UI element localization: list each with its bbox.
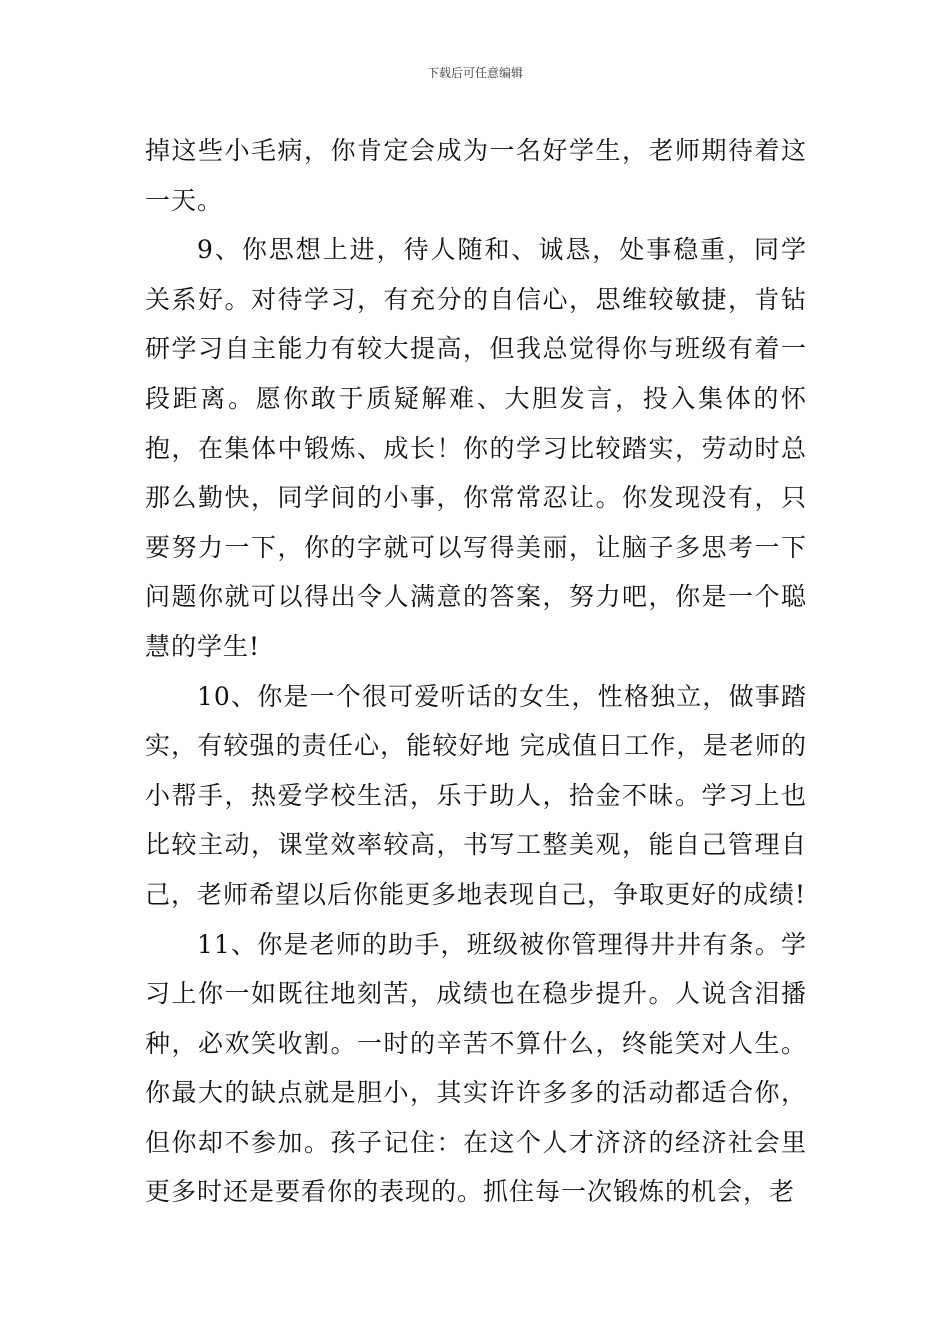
- paragraph-comment-10: 10、你是一个很可爱听话的女生，性格独立，做事踏实，有较强的责任心，能较好地 完成值日工作，是老师的小帮手，热爱学校生活，乐于助人，拾金不昧。学习上也比较主动，课堂效率较高，书写工整美观，能自己管理自己，老师希望以后你能更多地表现自己，争取更好的成绩!: [145, 681, 807, 909]
- paragraph-comment-11: 11、你是老师的助手，班级被你管理得井井有条。学习上你一如既往地刻苦，成绩也在稳步提升。人说含泪播种，必欢笑收割。一时的辛苦不算什么，终能笑对人生。你最大的缺点就是胆小，其实许许多多的活动都适合你，但你却不参加。孩子记住：在这个人才济济的经济社会里更多时还是要看你的表现的。抓住每一次锻炼的机会，老: [145, 929, 807, 1207]
- paragraph-comment-9: 9、你思想上进，待人随和、诚恳，处事稳重，同学关系好。对待学习，有充分的自信心，思维较敏捷，肯钻研学习自主能力有较大提高，但我总觉得你与班级有着一段距离。愿你敢于质疑解难、大胆发言，投入集体的怀抱，在集体中锻炼、成长！你的学习比较踏实，劳动时总那么勤快，同学间的小事，你常常忍让。你发现没有，只要努力一下，你的字就可以写得美丽，让脑子多思考一下问题你就可以得出令人满意的答案，努力吧，你是一个聪慧的学生!: [145, 235, 807, 661]
- document-body: [145, 126, 807, 1217]
- page-header: 下载后可任意编辑: [426, 66, 523, 80]
- paragraph-continuation: 掉这些小毛病，你肯定会成为一名好学生，老师期待着这一天。: [145, 136, 807, 215]
